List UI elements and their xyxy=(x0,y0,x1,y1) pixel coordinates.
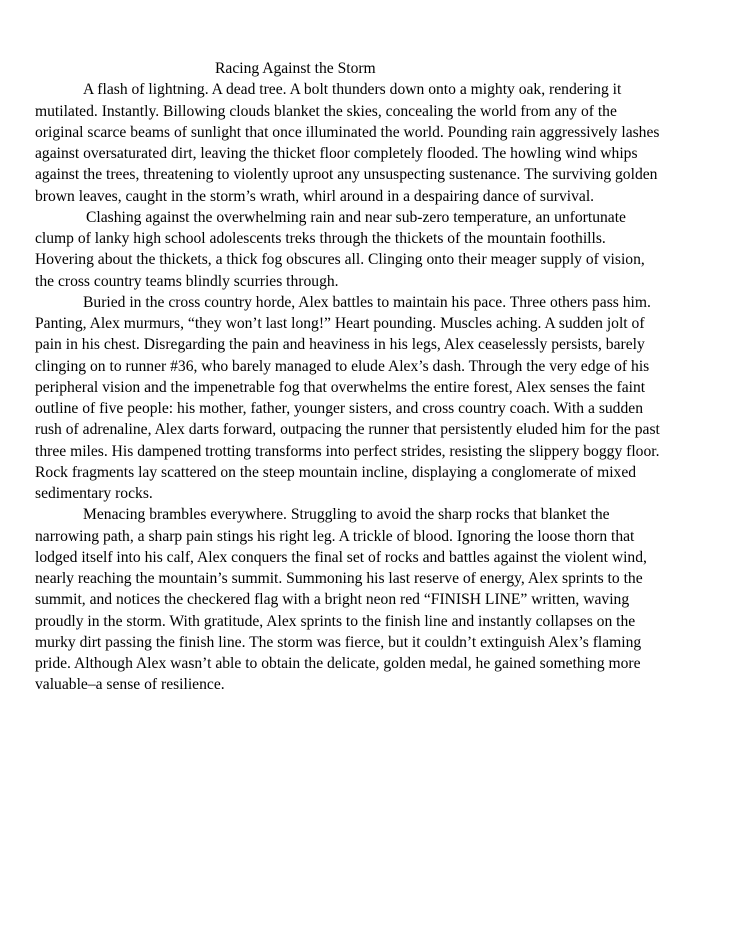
paragraph-1: A flash of lightning. A dead tree. A bolt thunders down onto a mighty oak, rendering it mutilated. Instantly. Billowing clouds blanket the skies, concealing the world from any of the original scarce beams of sunlight that once illuminated the world. Pounding rain aggressively lashes against oversaturated dirt, leaving the thicket floor completely flooded. The howling wind whips against the trees, threatening to violently uproot any unsuspecting sustenance. The surviving golden brown leaves, caught in the storm’s wrath, whirl around in a despairing dance of survival. xyxy=(35,81,660,205)
paragraph-4: Menacing brambles everywhere. Struggling to avoid the sharp rocks that blanket the narrowing path, a sharp pain stings his right leg. A trickle of blood. Ignoring the loose thorn that lodged itself into his calf, Alex conquers the final set of rocks and battles against the violent wind, nearly reaching the mountain’s summit. Summoning his last reserve of energy, Alex sprints to the summit, and notices the checkered flag with a bright neon red “FINISH LINE” written, waving proudly in the storm. With gratitude, Alex sprints to the finish line and instantly collapses on the murky dirt passing the finish line. The storm was fierce, but it couldn’t extinguish Alex’s flaming pride. Although Alex wasn’t able to obtain the delicate, golden medal, he gained something more valuable–a sense of resilience. xyxy=(35,506,647,694)
paragraph-2: Clashing against the overwhelming rain and near sub-zero temperature, an unfortunate clump of lanky high school adolescents treks through the thickets of the mountain foothills. Hovering about the thickets, a thick fog obscures all. Clinging onto their meager supply of vision, the cross country teams blindly scurries through. xyxy=(35,208,645,290)
paragraph-3: Buried in the cross country horde, Alex battles to maintain his pace. Three others pass him. Panting, Alex murmurs, “they won’t last long!” Heart pounding. Muscles aching. A sudden jolt of pain in his chest. Disregarding the pain and heaviness in his legs, Alex ceaselessly persists, barely clinging on to runner #36, who barely managed to elude Alex’s dash. Through the very edge of his peripheral vision and the impenetrable fog that overwhelms the entire forest, Alex senses the faint outline of five people: his mother, father, younger sisters, and cross country coach. With a sudden rush of adrenaline, Alex darts forward, outpacing the runner that persistently eluded him for the past three miles. His dampened trotting transforms into perfect strides, resisting the slippery boggy floor. Rock fragments lay scattered on the steep mountain incline, displaying a conglomerate of mixed sedimentary rocks. xyxy=(35,293,660,502)
document-title: Racing Against the Storm xyxy=(215,60,376,77)
document-body xyxy=(35,58,665,696)
